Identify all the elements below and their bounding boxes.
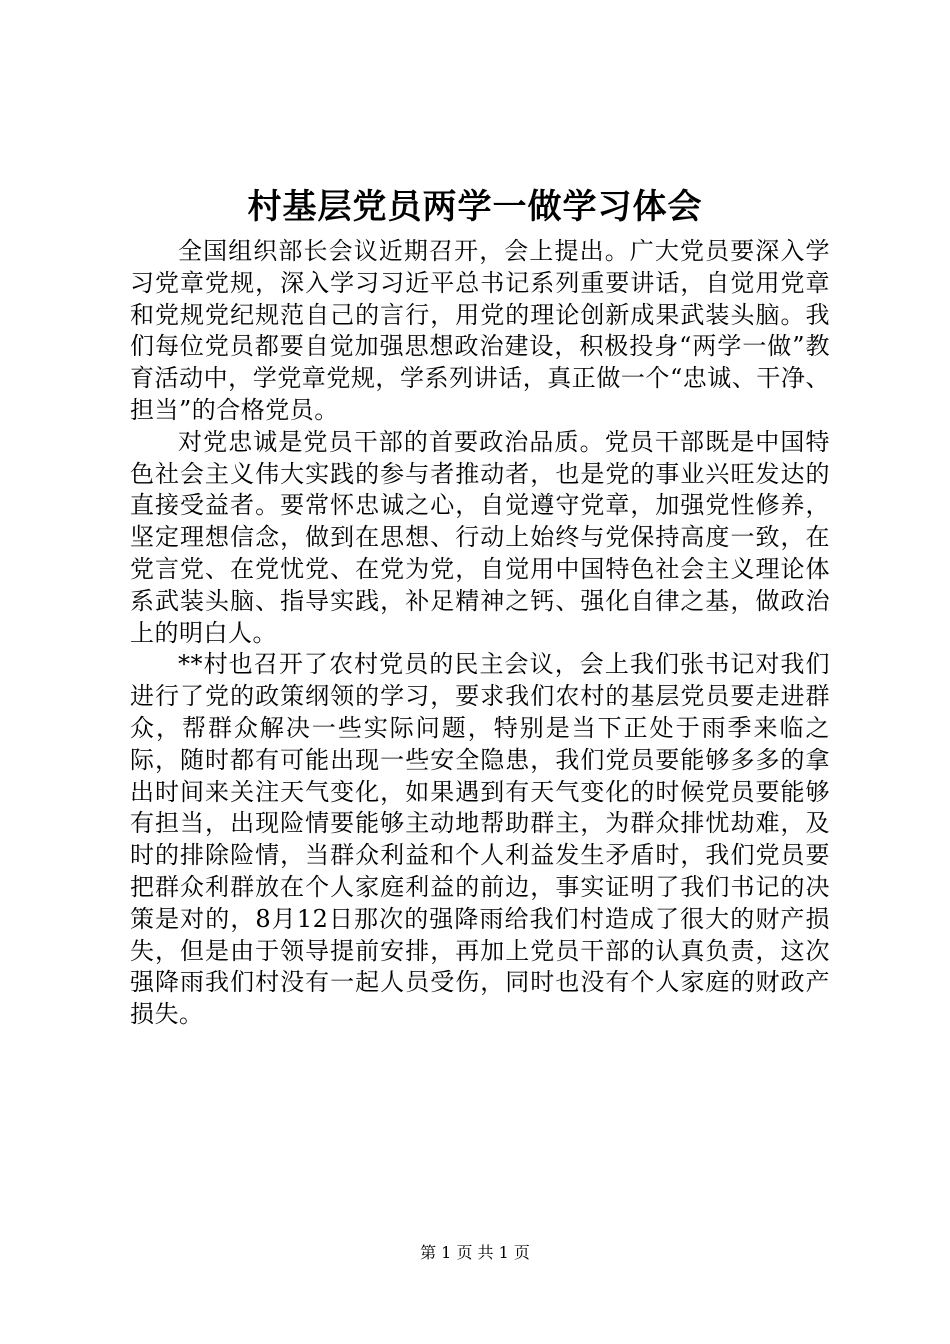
page-number-footer: 第 1 页 共 1 页	[420, 1243, 530, 1262]
document-body	[130, 236, 830, 1031]
paragraph-1: 全国组织部长会议近期召开，会上提出。广大党员要深入学习党章党规，深入学习习近平总书记系列重要讲话，自觉用党章和党规党纪规范自己的言行，用党的理论创新成果武装头脑。我们每位党员都要自觉加强思想政治建设，积极投身“两学一做”教育活动中，学党章党规，学系列讲话，真正做一个“忠诚、干净、担当”的合格党员。	[130, 237, 830, 424]
paragraph-3: **村也召开了农村党员的民主会议，会上我们张书记对我们进行了党的政策纲领的学习，要求我们农村的基层党员要走进群众，帮群众解决一些实际问题，特别是当下正处于雨季来临之际，随时都有可能出现一些安全隐患，我们党员要能够多多的拿出时间来关注天气变化，如果遇到有天气变化的时候党员要能够有担当，出现险情要能够主动地帮助群主，为群众排忧劫难，及时的排除险情，当群众利益和个人利益发生矛盾时，我们党员要把群众利群放在个人家庭利益的前边，事实证明了我们书记的决策是对的，8月12日那次的强降雨给我们村造成了很大的财产损失，但是由于领导提前安排，再加上党员干部的认真负责，这次强降雨我们村没有一起人员受伤，同时也没有个人家庭的财政产损失。	[130, 650, 830, 1029]
document-title: 村基层党员两学一做学习体会	[247, 187, 703, 227]
paragraph-2: 对党忠诚是党员干部的首要政治品质。党员干部既是中国特色社会主义伟大实践的参与者推动者，也是党的事业兴旺发达的直接受益者。要常怀忠诚之心，自觉遵守党章，加强党性修养，坚定理想信念，做到在思想、行动上始终与党保持高度一致，在党言党、在党忧党、在党为党，自觉用中国特色社会主义理论体系武装头脑、指导实践，补足精神之钙、强化自律之基，做政治上的明白人。	[130, 427, 830, 647]
